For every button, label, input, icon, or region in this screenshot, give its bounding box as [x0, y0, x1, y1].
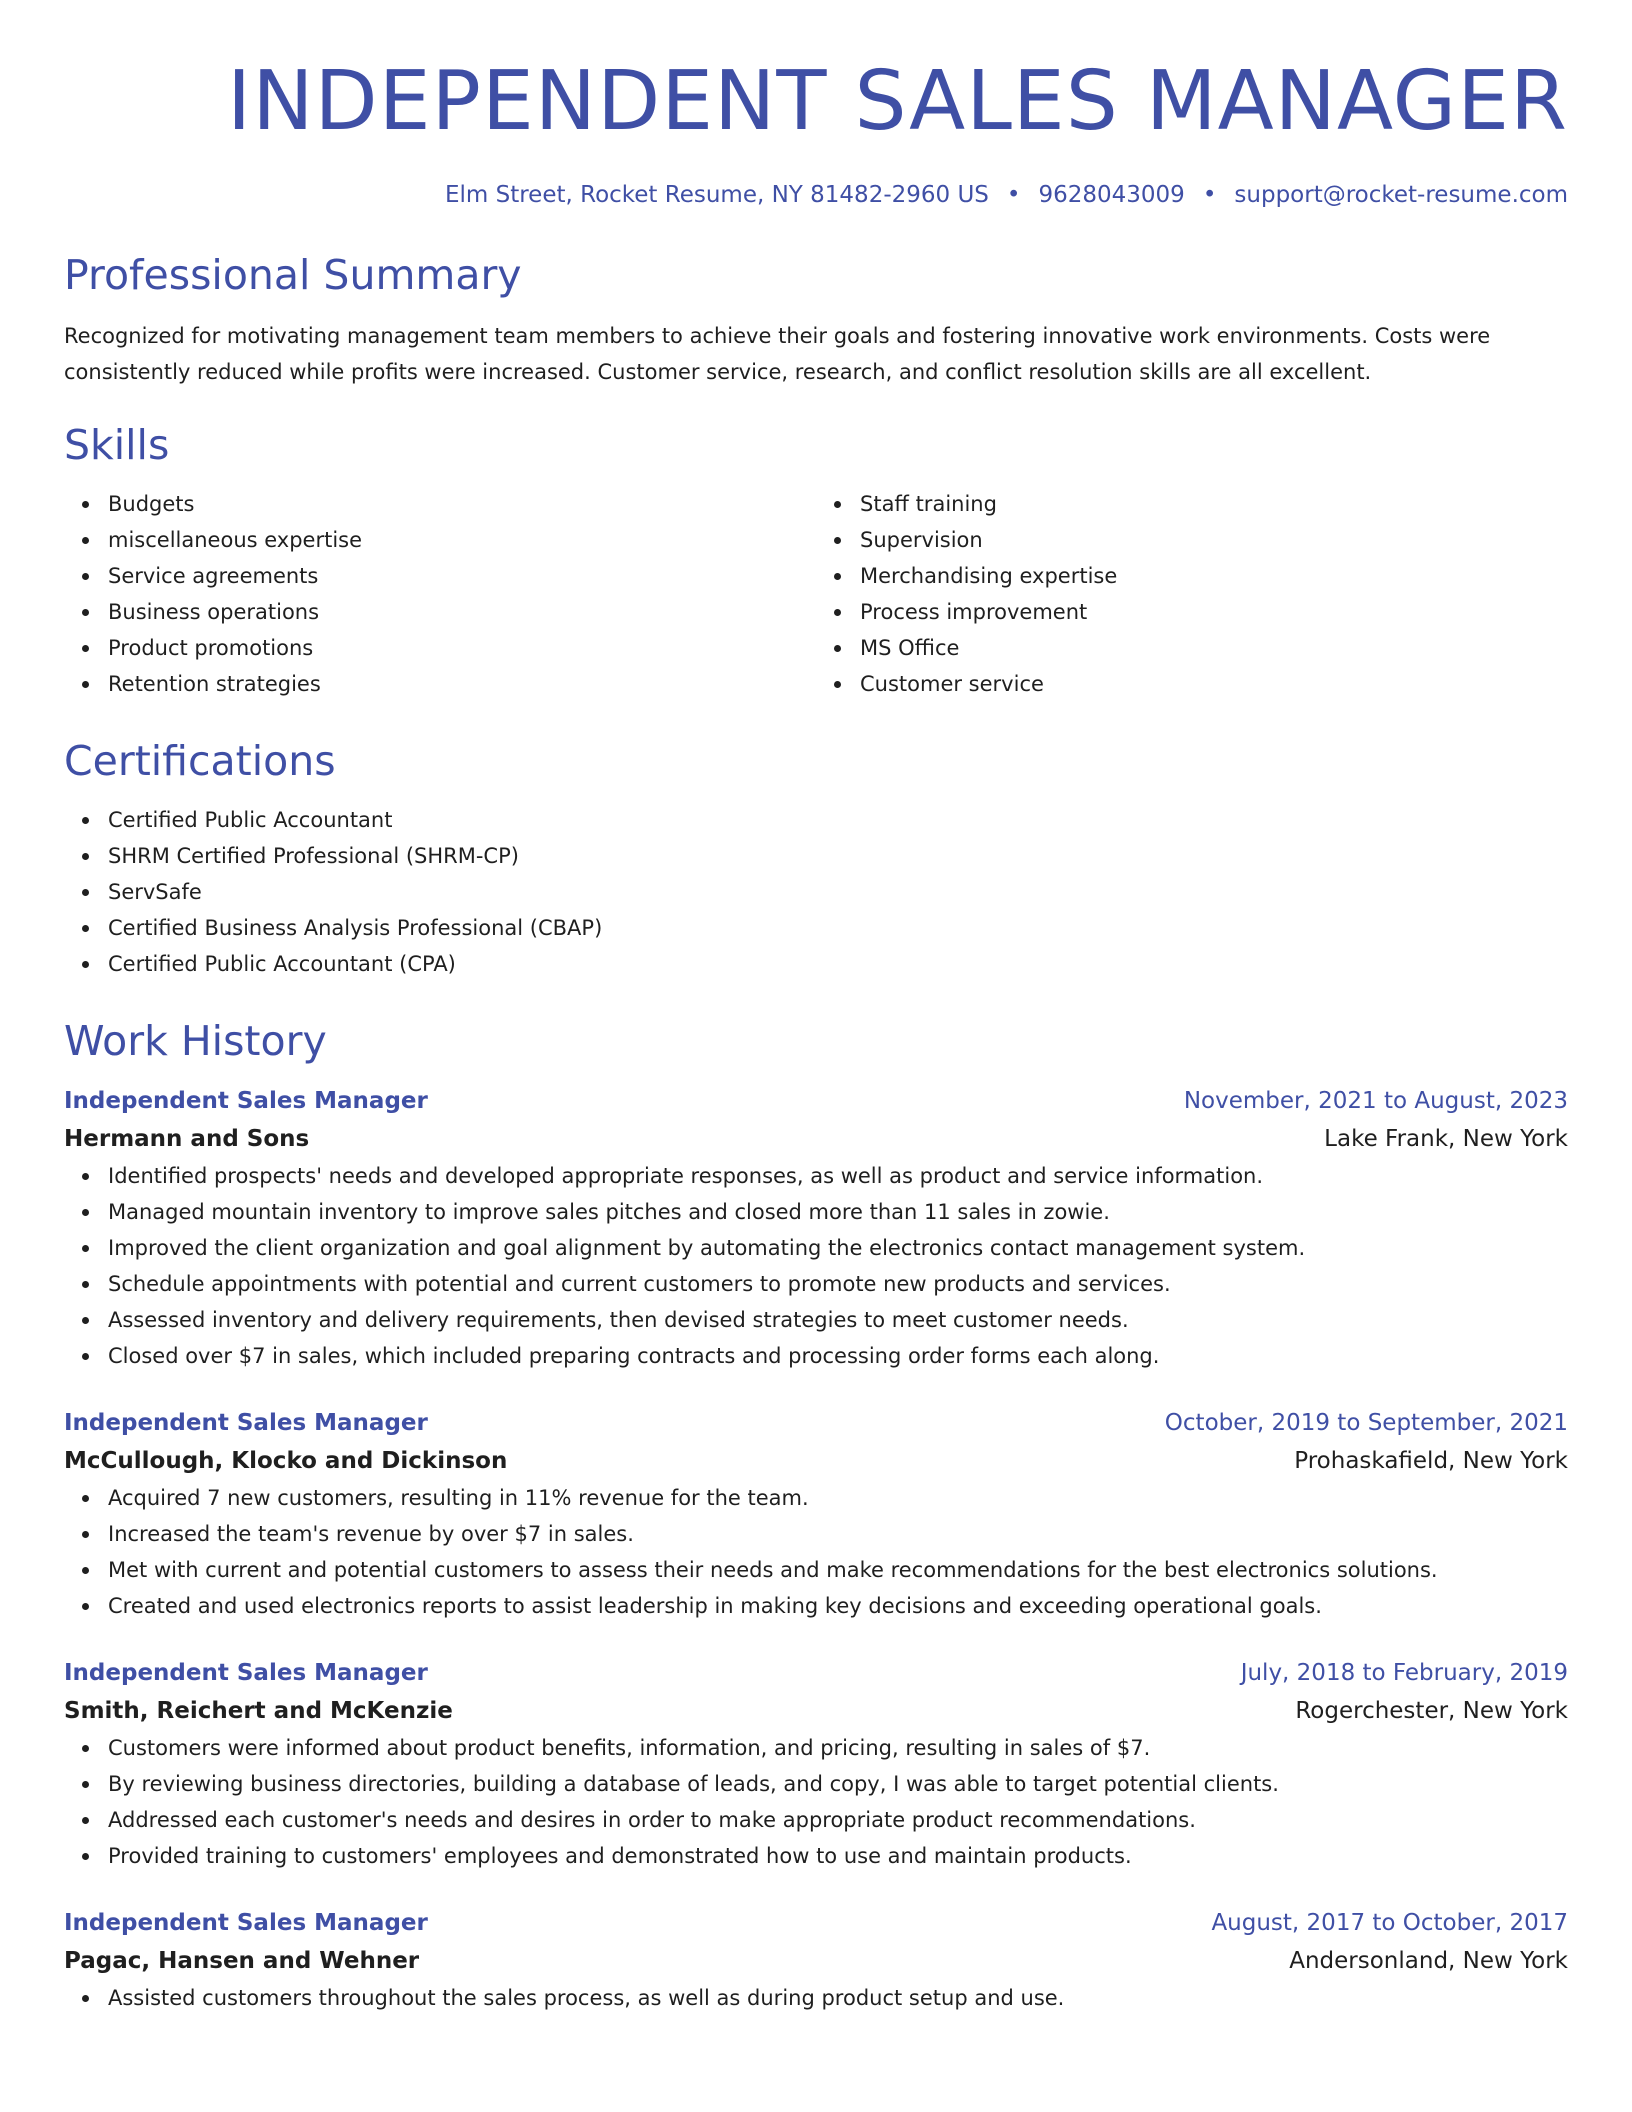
work-history-section [64, 1016, 1568, 2016]
job-bullet: Addressed each customer's needs and desires in order to make appropriate product recommendations. [108, 1802, 1568, 1838]
skill-item: Budgets [108, 486, 816, 522]
job-subheader [64, 1120, 1568, 1158]
candidate-name: INDEPENDENT SALES MANAGER [227, 54, 1568, 149]
job-bullet: Provided training to customers' employees and demonstrated how to use and maintain products. [108, 1838, 1568, 1874]
email-link[interactable]: support@rocket-resume.com [1234, 182, 1568, 208]
separator-dot: • [1006, 182, 1021, 208]
section-title-work-history: Work History [64, 1017, 327, 1065]
skills-section [64, 420, 1568, 702]
job-bullet: Identified prospects' needs and developed appropriate responses, as well as product and service information. [108, 1158, 1568, 1194]
skill-item: Retention strategies [108, 666, 816, 702]
job-bullet: Acquired 7 new customers, resulting in 11% revenue for the team. [108, 1480, 1568, 1516]
job-dates: July, 2018 to February, 2019 [1240, 1660, 1568, 1686]
skills-list-right [816, 486, 1568, 702]
job-bullet: Assisted customers throughout the sales process, as well as during product setup and use. [108, 1980, 1568, 2016]
contact-line [64, 180, 1568, 210]
job-header [64, 1904, 1568, 1942]
job-location: Prohaskafield, New York [1294, 1448, 1568, 1474]
job-bullets [64, 1480, 1568, 1624]
job-header [64, 1404, 1568, 1442]
job-company: Hermann and Sons [64, 1126, 310, 1152]
section-title-skills: Skills [64, 421, 170, 469]
job-bullet: Schedule appointments with potential and current customers to promote new products and services. [108, 1266, 1568, 1302]
skill-item: Process improvement [860, 594, 1568, 630]
section-title-summary: Professional Summary [64, 251, 522, 299]
job-entry [64, 1654, 1568, 1874]
job-bullet: Improved the client organization and goal alignment by automating the electronics contact management system. [108, 1230, 1568, 1266]
job-bullet: Increased the team's revenue by over $7 in sales. [108, 1516, 1568, 1552]
job-entry [64, 1404, 1568, 1624]
job-subheader [64, 1442, 1568, 1480]
job-title: Independent Sales Manager [64, 1410, 428, 1436]
job-bullets [64, 1158, 1568, 1374]
job-header [64, 1654, 1568, 1692]
job-company: Smith, Reichert and McKenzie [64, 1698, 453, 1724]
job-dates: October, 2019 to September, 2021 [1164, 1410, 1568, 1436]
skill-item: Service agreements [108, 558, 816, 594]
job-title: Independent Sales Manager [64, 1660, 428, 1686]
job-bullets [64, 1730, 1568, 1874]
certification-item: Certified Public Accountant (CPA) [108, 946, 1568, 982]
resume-header [64, 0, 1568, 210]
certification-item: Certified Business Analysis Professional (CBAP) [108, 910, 1568, 946]
summary-text: Recognized for motivating management team members to achieve their goals and fostering innovative work environments. Costs were consistently reduced while profits were increased. Customer service, research, and conflict resolution skills are all excellent. [64, 324, 1491, 384]
job-bullet: Managed mountain inventory to improve sales pitches and closed more than 11 sales in zowie. [108, 1194, 1568, 1230]
certification-item: Certified Public Accountant [108, 802, 1568, 838]
job-header [64, 1082, 1568, 1120]
skill-item: miscellaneous expertise [108, 522, 816, 558]
section-title-certifications: Certifications [64, 737, 336, 785]
skills-grid [64, 486, 1568, 702]
job-title: Independent Sales Manager [64, 1910, 428, 1936]
job-bullet: Created and used electronics reports to assist leadership in making key decisions and exceeding operational goals. [108, 1588, 1568, 1624]
job-location: Rogerchester, New York [1295, 1698, 1568, 1724]
summary-section [64, 250, 1568, 390]
job-company: McCullough, Klocko and Dickinson [64, 1448, 508, 1474]
skill-item: Merchandising expertise [860, 558, 1568, 594]
skill-item: Supervision [860, 522, 1568, 558]
certifications-section [64, 736, 1568, 982]
skill-item: Customer service [860, 666, 1568, 702]
job-dates: August, 2017 to October, 2017 [1211, 1910, 1568, 1936]
job-bullet: Customers were informed about product benefits, information, and pricing, resulting in sales of $7. [108, 1730, 1568, 1766]
certifications-list [64, 802, 1568, 982]
job-bullets [64, 1980, 1568, 2016]
job-bullet: Closed over $7 in sales, which included preparing contracts and processing order forms each along. [108, 1338, 1568, 1374]
job-company: Pagac, Hansen and Wehner [64, 1948, 420, 1974]
address-text: Elm Street, Rocket Resume, NY 81482-2960 US [444, 182, 989, 208]
job-title: Independent Sales Manager [64, 1088, 428, 1114]
job-location: Lake Frank, New York [1324, 1126, 1568, 1152]
skill-item: Business operations [108, 594, 816, 630]
job-entry [64, 1082, 1568, 1374]
job-entry [64, 1904, 1568, 2016]
job-bullet: Assessed inventory and delivery requirements, then devised strategies to meet customer needs. [108, 1302, 1568, 1338]
job-subheader [64, 1692, 1568, 1730]
skills-list-left [64, 486, 816, 702]
skill-item: Product promotions [108, 630, 816, 666]
job-dates: November, 2021 to August, 2023 [1183, 1088, 1568, 1114]
job-bullet: By reviewing business directories, building a database of leads, and copy, I was able to target potential clients. [108, 1766, 1568, 1802]
job-location: Andersonland, New York [1289, 1948, 1568, 1974]
skill-item: Staff training [860, 486, 1568, 522]
skill-item: MS Office [860, 630, 1568, 666]
job-bullet: Met with current and potential customers to assess their needs and make recommendations for the best electronics solutions. [108, 1552, 1568, 1588]
phone-text: 9628043009 [1038, 182, 1185, 208]
certification-item: ServSafe [108, 874, 1568, 910]
certification-item: SHRM Certified Professional (SHRM-CP) [108, 838, 1568, 874]
job-subheader [64, 1942, 1568, 1980]
separator-dot: • [1202, 182, 1217, 208]
